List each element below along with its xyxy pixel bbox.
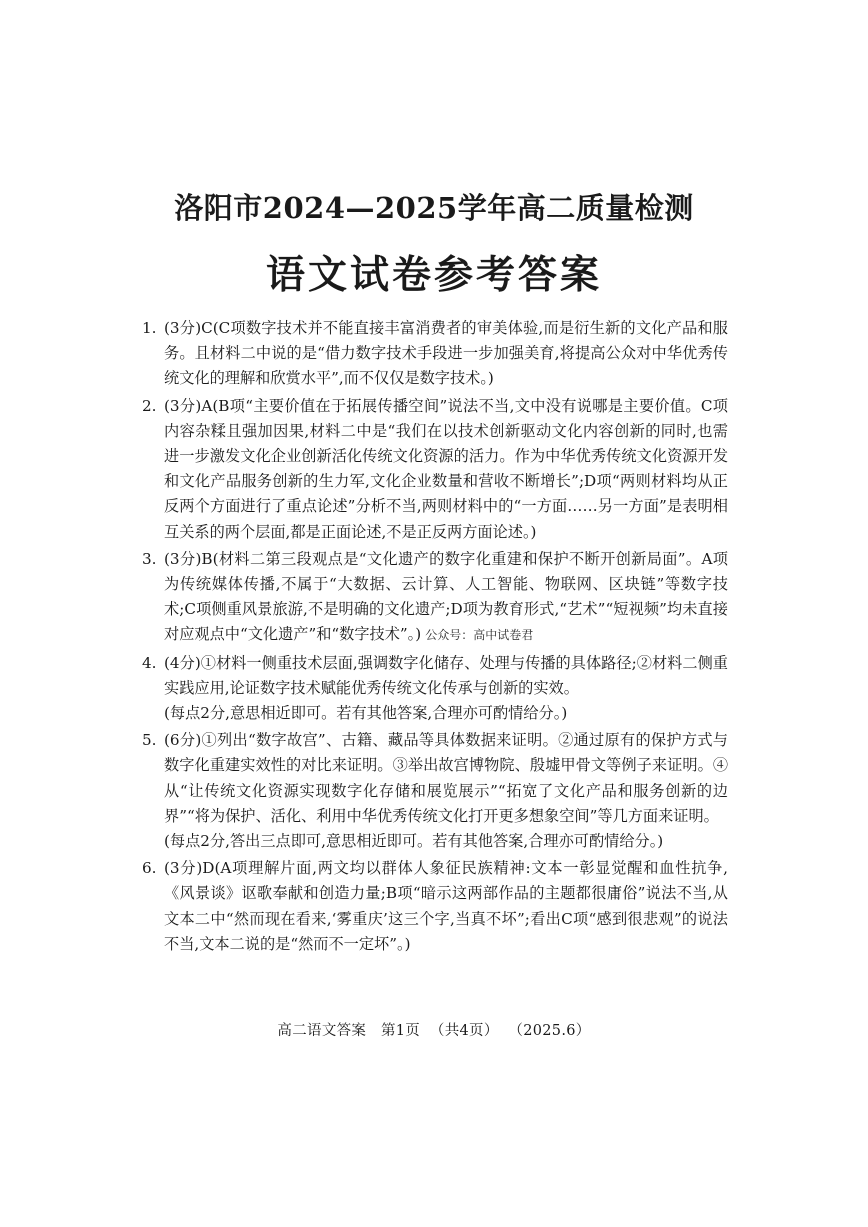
scoring-note: (每点2分,意思相近即可。若有其他答案,合理亦可酌情给分。) (164, 704, 568, 723)
answer-item-2 (142, 394, 728, 545)
answer-number: 6. (142, 859, 157, 878)
answer-item-1 (142, 316, 728, 392)
scoring-note: (每点2分,答出三点即可,意思相近即可。若有其他答案,合理亦可酌情给分。) (164, 832, 664, 851)
answer-text: (3分)C(C项数字技术并不能直接丰富消费者的审美体验,而是衍生新的文化产品和服务。且材料二中说的是“借力数字技术手段进一步加强美育,将提高公众对中华优秀传统文化的理解和欣赏水平”,而不仅仅是数字技术。) (164, 319, 728, 388)
answer-text: (3分)A(B项“主要价值在于拓展传播空间”说法不当,文中没有说哪是主要价值。C项内容杂糅且强加因果,材料二中是“我们在以技术创新驱动文化内容创新的同时,也需进一步激发文化企业创新活化传统文化资源的活力。作为中华优秀传统文化资源开发和文化产品服务创新的生力军,文化企业数量和营收不断增长”;D项“两则材料均从正反两个方面进行了重点论述”分析不当,两则材料中的“一方面……另一方面”是表明相互关系的两个层面,都是正面论述,不是正反两方面论述。) (164, 396, 728, 541)
answer-text: (6分)①列出“数字故宫”、古籍、藏品等具体数据来证明。②通过原有的保护方式与数字化重建实效性的对比来证明。③举出故宫博物院、殷墟甲骨文等例子来证明。④从“让传统文化资源实现数字化存储和展览展示”“拓宽了文化产品和服务创新的边界”“将为保护、活化、利用中华优秀传统文化打开更多想象空间”等几方面来证明。 (164, 731, 728, 825)
answer-text: (3分)B(材料二第三段观点是“文化遗产的数字化重建和保护不断开创新局面”。A项为传统媒体传播,不属于“大数据、云计算、人工智能、物联网、区块链”等数字技术;C项侧重风景旅游,不是明确的文化遗产;D项为教育形式,“艺术”“短视频”均未直接对应观点中“文化遗产”和“数字技术”。) (164, 549, 728, 644)
watermark-text: 公众号：高中试卷君 (425, 628, 534, 643)
answer-number: 5. (142, 731, 157, 750)
answer-text: (3分)D(A项理解片面,两文均以群体人象征民族精神:文本一彰显觉醒和血性抗争,《风景谈》讴歌奉献和创造力量;B项“暗示这两部作品的主题都很庸俗”说法不当,从文本二中“然而现在看来,‘雾重庆’这三个字,当真不坏”;看出C项“感到很悲观”的说法不当,文本二说的是“然而不一定坏”。) (164, 859, 728, 953)
document-title: 语文试卷参考答案 (265, 252, 602, 298)
answer-item-5 (142, 728, 728, 854)
answer-text: (4分)①材料一侧重技术层面,强调数字化储存、处理与传播的具体路径;②材料二侧重实践应用,论证数字技术赋能优秀传统文化传承与创新的实效。 (164, 653, 728, 697)
exam-title: 洛阳市2024—2025学年高二质量检测 (174, 191, 694, 225)
page-footer: 高二语文答案 第1页 （共4页） （2025.6） (277, 1023, 591, 1039)
answer-number: 2. (142, 396, 157, 415)
answer-number: 4. (142, 653, 157, 672)
answer-item-4 (142, 651, 728, 727)
answer-item-6 (142, 856, 728, 957)
answer-list (142, 316, 728, 957)
answer-item-3 (142, 547, 728, 649)
answer-number: 1. (142, 319, 157, 337)
answer-number: 3. (142, 549, 157, 568)
